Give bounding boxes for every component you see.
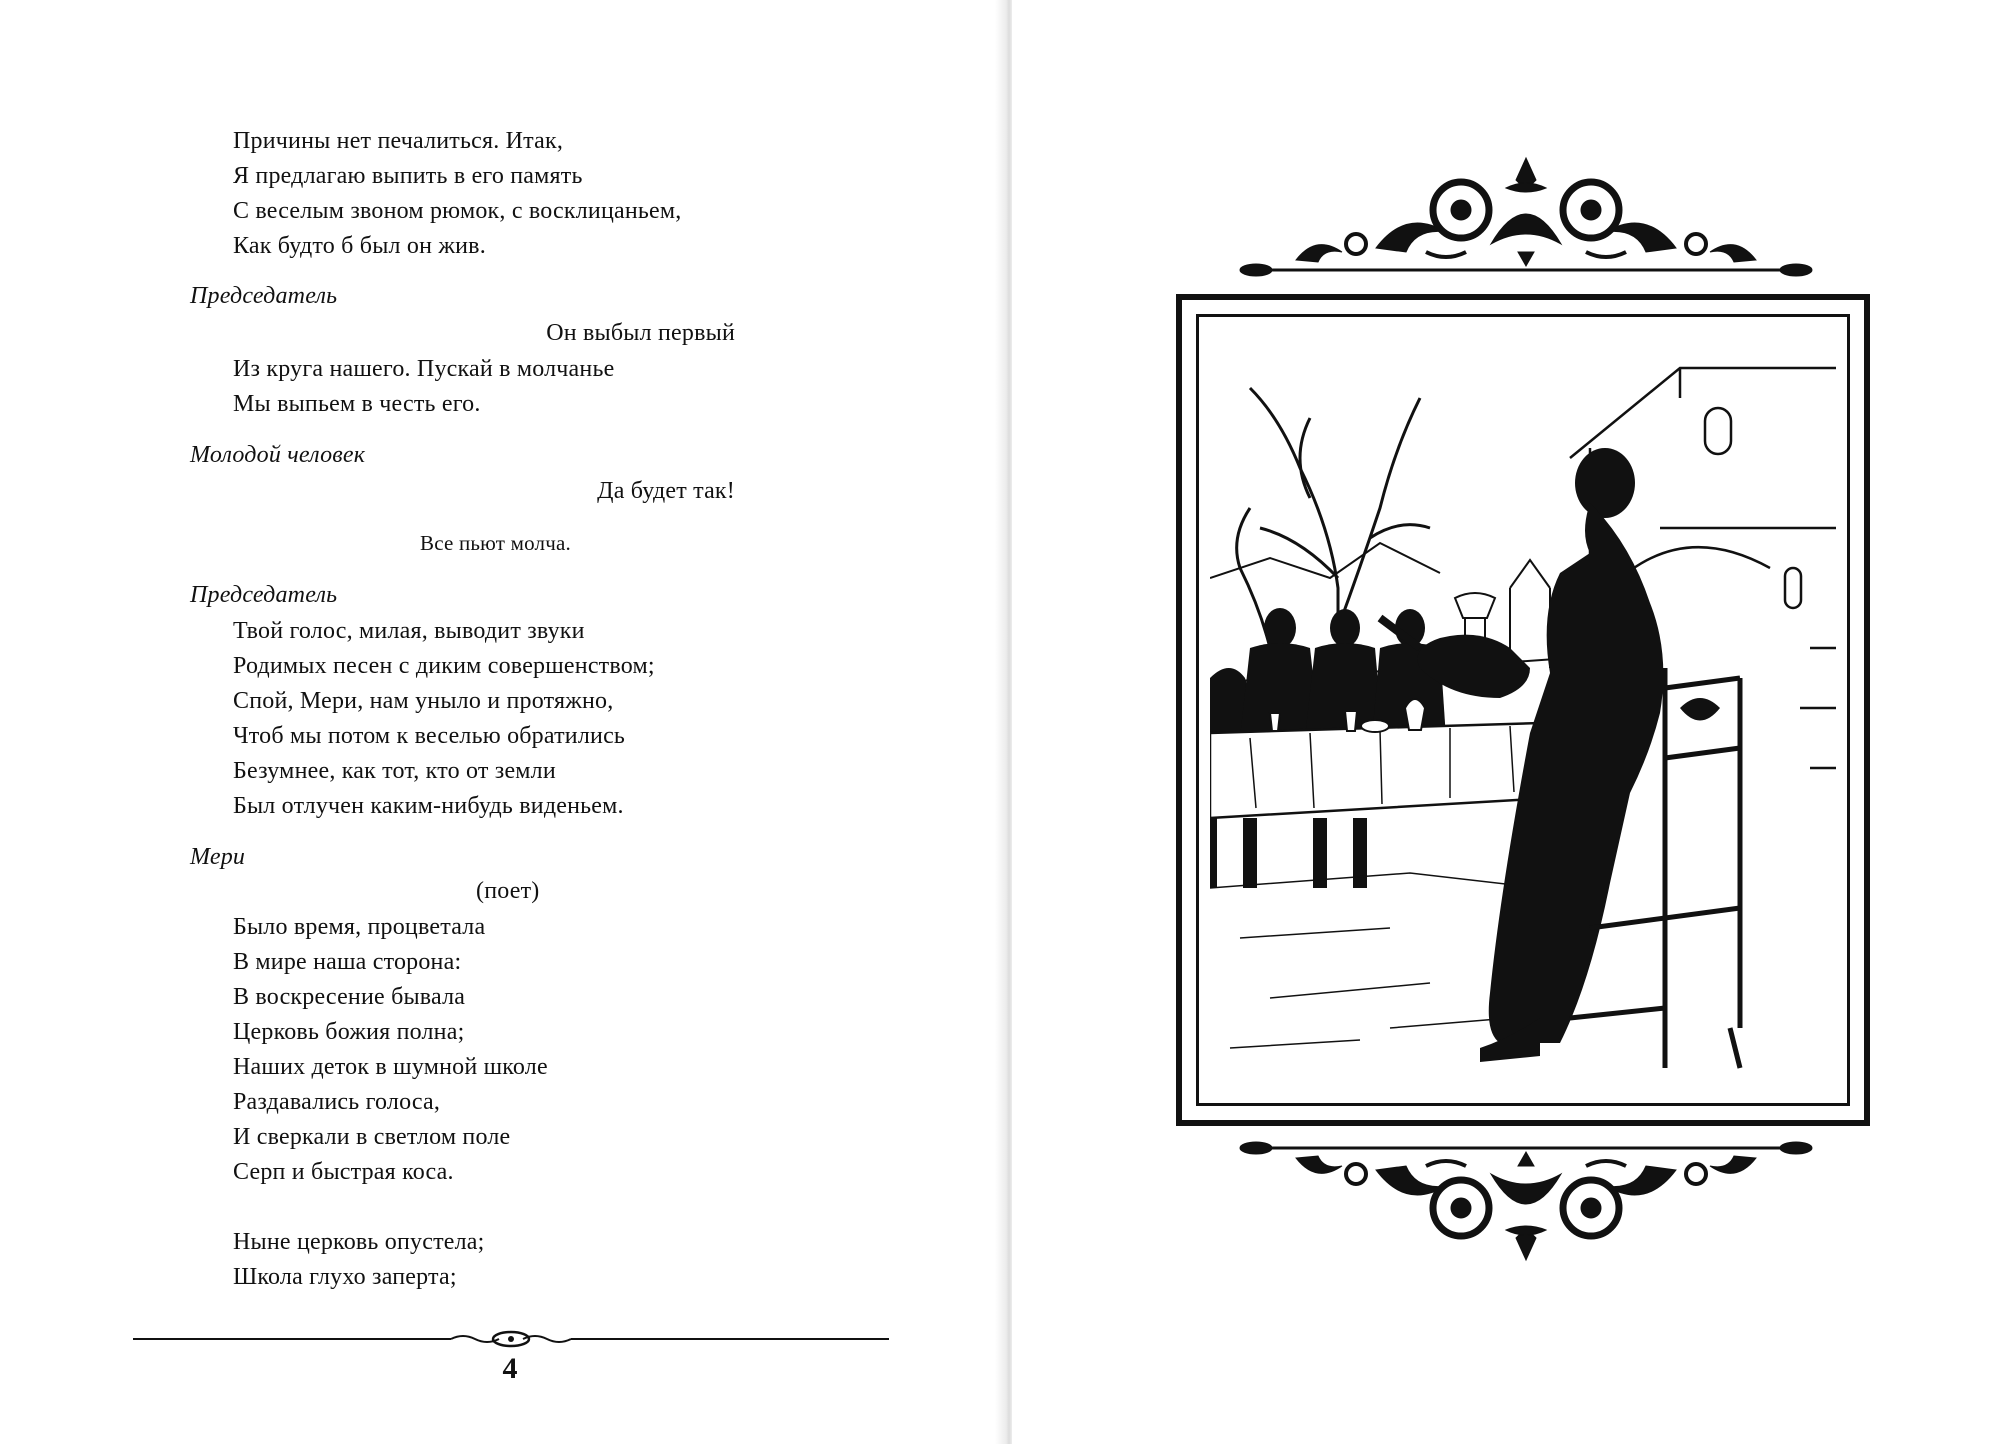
stage-direction: (поет) (476, 878, 540, 904)
baroque-scroll-ornament-icon (1236, 1130, 1816, 1270)
verse-line: В мире наша сторона: (233, 949, 462, 975)
baroque-scroll-ornament-icon (1236, 148, 1816, 288)
verse-line: Да будет так! (597, 478, 735, 504)
verse-line: Было время, процветала (233, 914, 486, 940)
speaker-name: Мери (190, 844, 246, 870)
verse-line: Мы выпьем в честь его. (233, 391, 481, 417)
verse-line: В воскресение бывала (233, 984, 466, 1010)
stage-direction: Все пьют молча. (420, 531, 571, 555)
verse-line: Школа глухо заперта; (233, 1264, 457, 1290)
verse-line: Серп и быстрая коса. (233, 1159, 454, 1185)
verse-line: Причины нет печалиться. Итак, (233, 128, 564, 154)
verse-line: Церковь божия полна; (233, 1019, 465, 1045)
verse-line: Твой голос, милая, выводит звуки (233, 618, 585, 644)
silhouette-woman-with-mandolin-at-feast-icon (1210, 328, 1836, 1092)
verse-line: Он выбыл первый (546, 320, 735, 346)
verse-line: Я предлагаю выпить в его память (233, 163, 583, 189)
verse-line: С веселым звоном рюмок, с восклицаньем, (233, 198, 682, 224)
speaker-name: Молодой человек (190, 442, 366, 468)
verse-line: Спой, Мери, нам уныло и протяжно, (233, 688, 614, 714)
verse-line: И сверкали в светлом поле (233, 1124, 511, 1150)
verse-line: Наших деток в шумной школе (233, 1054, 548, 1080)
verse-line: Был отлучен каким-нибудь виденьем. (233, 793, 624, 819)
verse-line: Безумнее, как тот, кто от земли (233, 758, 556, 784)
verse-line: Ныне церковь опустела; (233, 1229, 485, 1255)
verse-line: Чтоб мы потом к веселью обратились (233, 723, 626, 749)
speaker-name: Председатель (190, 283, 338, 309)
verse-line: Раздавались голоса, (233, 1089, 441, 1115)
footer-ornament-rule (133, 1328, 889, 1350)
verse-line: Как будто б был он жив. (233, 233, 486, 259)
page-number: 4 (502, 1352, 518, 1385)
verse-line: Из круга нашего. Пускай в молчанье (233, 356, 615, 382)
speaker-name: Председатель (190, 582, 338, 608)
verse-line: Родимых песен с диким совершенством; (233, 653, 655, 679)
